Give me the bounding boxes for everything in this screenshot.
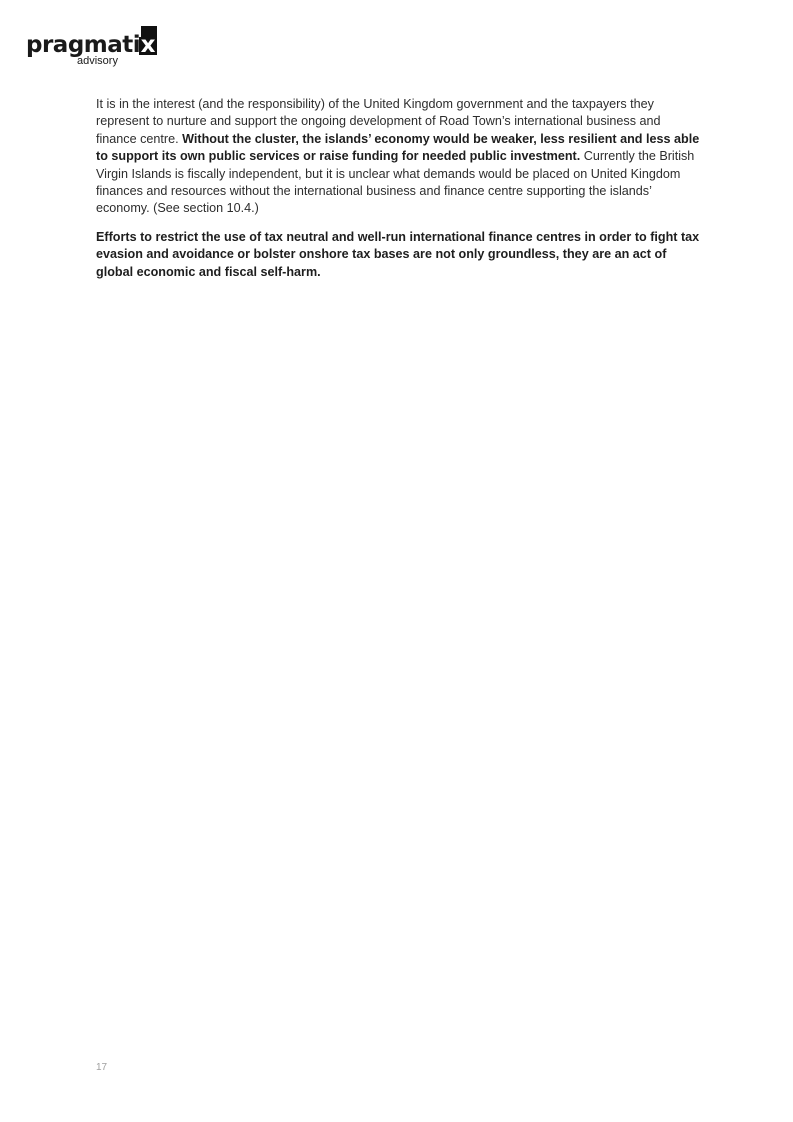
page-number: 17 <box>96 1062 108 1073</box>
document-body <box>96 96 702 292</box>
logo-x-letter: x <box>140 32 156 58</box>
pragmatix-logo <box>26 26 160 70</box>
paragraph-2: Efforts to restrict the use of tax neutral and well-run international finance centres in order to fight tax evasion and avoidance or bolster onshore tax bases are not only groundless, they are an act of global economic and fiscal self-harm. <box>96 229 700 279</box>
paragraph-1 <box>96 96 702 218</box>
paragraph-1-rest: Currently the British Virgin Islands is fiscally independent, but it is unclear what demands would be placed on United Kingdom finances and resources without the international business and finance centre supporting the islands’ economy. (See section 10.4.) <box>96 149 695 216</box>
paragraph-1-emphasis: Without the cluster, the islands’ economy would be weaker, less resilient and less able to support its own public services or raise funding for needed public investment. <box>96 131 700 164</box>
logo-subtitle: advisory <box>77 55 118 67</box>
logo-wordmark: pragmati <box>26 32 141 58</box>
paragraph-1-intro: It is in the interest (and the responsibility) of the United Kingdom government and the taxpayers they represent to nurture and support the ongoing development of Road Town’s international business and finance centre. <box>96 97 661 146</box>
